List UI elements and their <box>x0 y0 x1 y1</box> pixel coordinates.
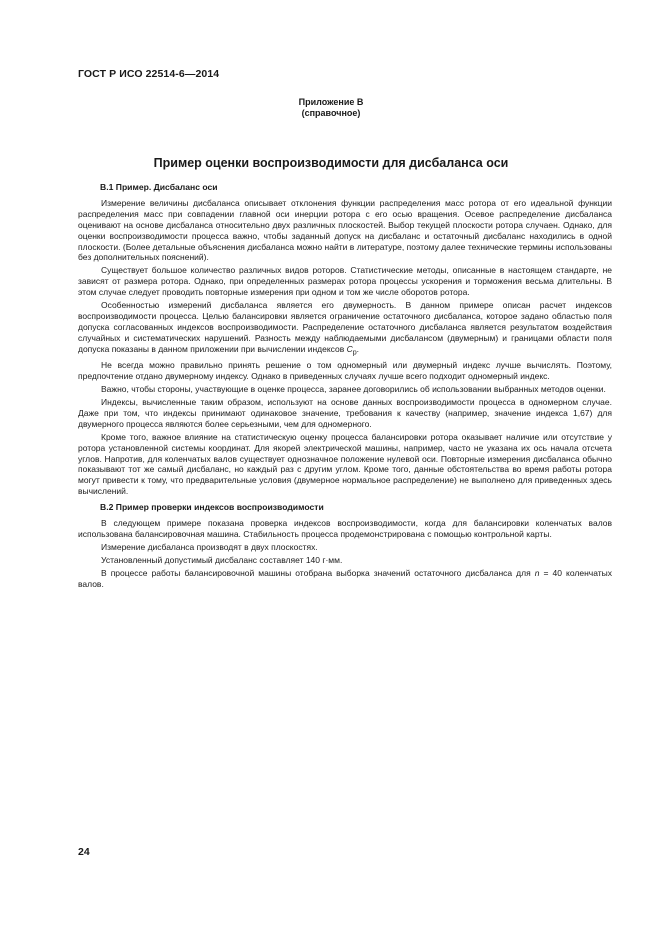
paragraph: Установленный допустимый дисбаланс составляет 140 г·мм. <box>101 554 343 565</box>
paragraph: Измерение величины дисбаланса описывает отклонения функции распределения масс ротора от его идеальной функции распределения масс при совпадении главной оси инерции ротора с его осью вращения. Осевое распределение дисбаланса оценивают на основе дисбаланса относительно двух различных плоскостей. Выбор текущей плоскости ротора случаен. Однако, для оценки воспроизводимости процесса важно, чтобы заданный допуск на дисбаланс и остаточный дисбаланс находились в одной плоскости. (Более детальные объяснения дисбаланса можно найти в литературе, поэтому далее технические термины использованы без дополнительных пояснений). <box>78 197 612 263</box>
document-id: ГОСТ Р ИСО 22514-6—2014 <box>78 68 220 80</box>
appendix-type: (справочное) <box>301 108 361 118</box>
document-body <box>78 182 612 590</box>
variable-n: n <box>534 567 540 578</box>
paragraph <box>78 568 612 590</box>
paragraph <box>78 300 612 358</box>
index-subscript: p <box>352 348 357 357</box>
paragraph: Существует большое количество различных видов роторов. Статистические методы, описанные в настоящем стандарте, не зависят от размера ротора. Однако, при определенных размерах ротора процессы ускорения и торможения весьма длительны. В этом случае следует проводить повторные измерения при одном и том же числе оборотов ротора. <box>78 265 612 298</box>
paragraph: Измерение дисбаланса производят в двух плоскостях. <box>101 541 318 552</box>
page-title: Пример оценки воспроизводимости для дисбаланса оси <box>153 156 509 170</box>
index-symbol: C <box>346 343 353 354</box>
section-heading: В.1 Пример. Дисбаланс оси <box>100 182 218 192</box>
paragraph-text: = 40 коленчатых валов. <box>78 567 612 589</box>
paragraph: Не всегда можно правильно принять решение о том одномерный или двумерный индекс лучше вычислять. Поэтому, предпочтение отдано двумерному индексу. Однако в приведенных случаях лучше всего подходит одномерный индекс. <box>78 360 612 382</box>
section-heading: В.2 Пример проверки индексов воспроизводимости <box>100 502 324 513</box>
paragraph-text: В процессе работы балансировочной машины отобрана выборка значений остаточного дисбаланса для <box>101 567 535 578</box>
paragraph: Важно, чтобы стороны, участвующие в оценке процесса, заранее договорились об использовании выбранных методов оценки. <box>101 384 606 395</box>
paragraph: Индексы, вычисленные таким образом, используют на основе данных воспроизводимости процесса в одномерном случае. Даже при том, что индексы принимают одинаковое значение, требования к качеству (например, значение индекса 1,67) для двумерного процесса являются более серьезными, чем для одномерного. <box>78 397 612 429</box>
paragraph: Кроме того, важное влияние на статистическую оценку процесса балансировки ротора оказывает наличие или отсутствие у ротора установленной системы координат. Для якорей электрической машины, например, часто не указана их ось начала отсчета углов. Напротив, для коленчатых валов существует однозначное положение нулевой оси. Повторные измерения дисбаланса обычно показывают тот же самый дисбаланс, но каждый раз с другим углом. Кроме того, данные обстоятельства во время работы ротора могут привести к тому, что предварительные условия (двумерное нормальное распределение) не выполнено для приведенных здесь вычислений. <box>78 431 612 497</box>
paragraph-text: Особенностью измерений дисбаланса является его двумерность. В данном примере описан расчет индексов воспроизводимости процесса. Целью балансировки является ограничение остаточного дисбаланса, которое задано областью поля допуска согласованных индексов воспроизводимости. Распределение остаточного дисбаланса является результатом воздействия случайных и систематических нарушений. Разность между наблюдаемыми дисбалансом (двумерным) и границами области поля допуска показаны в данном приложении при вычислении индексов <box>78 300 612 354</box>
appendix-block <box>0 97 662 119</box>
paragraph: В следующем примере показана проверка индексов воспроизводимости, когда для балансировки коленчатых валов использована балансировочная машина. Стабильность процесса продемонстрирована с помощью контрольной карты. <box>78 518 612 539</box>
appendix-label: Приложение В <box>298 97 364 107</box>
page-number: 24 <box>78 846 90 858</box>
index-tail: . <box>356 343 360 354</box>
